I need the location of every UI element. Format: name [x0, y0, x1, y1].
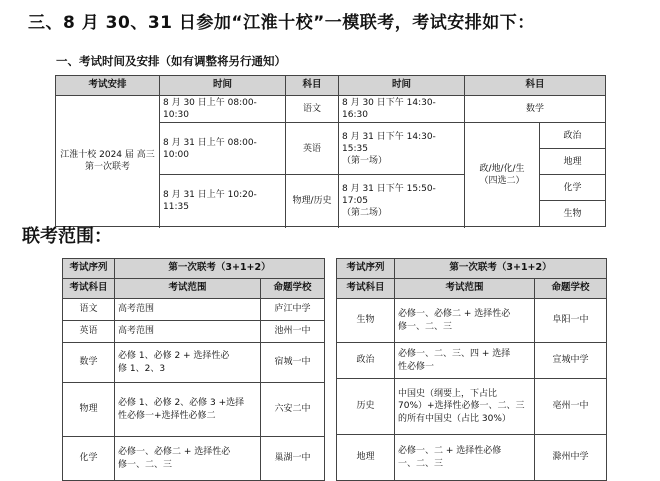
range-cell — [395, 343, 535, 379]
school-cell: 六安二中 — [261, 383, 325, 437]
subject-cell: 化学 — [63, 437, 115, 481]
elective-subject: 化学 — [540, 175, 606, 201]
header-range: 考试范围 — [115, 279, 261, 299]
header-subject-2: 科目 — [465, 76, 606, 96]
range-cell — [115, 343, 261, 383]
range-cell — [115, 383, 261, 437]
range-cell — [395, 299, 535, 343]
range-line: 必修一、二、三、四 + 选择 — [398, 349, 511, 360]
sequence-label: 考试序列 — [337, 259, 395, 279]
subject-cell: 政治 — [337, 343, 395, 379]
schedule-table — [55, 75, 606, 227]
elective-group-label: 政/地/化/生 — [479, 163, 525, 174]
time-cell: 8 月 30 日下午 14:30-16:30 — [339, 96, 465, 123]
range-line: 修 1、2、3 — [118, 363, 166, 374]
school-cell: 庐江中学 — [261, 299, 325, 321]
column-header-row — [337, 279, 607, 299]
range-cell — [115, 437, 261, 481]
elective-group-note: （四选二） — [479, 175, 525, 186]
header-subject: 考试科目 — [63, 279, 115, 299]
range-line: 必修一、必修二 + 选择性必 — [118, 447, 231, 458]
range-line: 中国史（纲要上，下占比 — [398, 389, 498, 400]
elective-group — [465, 123, 540, 227]
time-line: 8 月 31 日下午 14:30-15:35 — [342, 131, 436, 154]
header-subject: 考试科目 — [337, 279, 395, 299]
table-row — [337, 379, 607, 435]
range-line: 的所有中国史（占比 30%） — [398, 413, 511, 424]
header-time-2: 时间 — [339, 76, 465, 96]
subject-cell: 英语 — [63, 321, 115, 343]
time-cell: 8 月 31 日上午 08:00-10:00 — [160, 123, 286, 175]
range-line: 一、二、三 — [398, 458, 444, 469]
school-cell: 池州一中 — [261, 321, 325, 343]
sequence-row — [337, 259, 607, 279]
table-row — [63, 437, 325, 481]
range-line: 修一、二、三 — [398, 321, 453, 332]
header-subject-1: 科目 — [286, 76, 339, 96]
table-row — [337, 435, 607, 481]
schedule-header-row — [56, 76, 606, 96]
table-row — [337, 343, 607, 379]
school-cell: 亳州一中 — [535, 379, 607, 435]
column-header-row — [63, 279, 325, 299]
exam-name-text: 江淮十校 2024 届 高三第一次联考 — [60, 150, 155, 173]
subject-cell: 物理 — [63, 383, 115, 437]
sequence-value: 第一次联考（3+1+2） — [115, 259, 325, 279]
time-cell — [339, 175, 465, 227]
subject-cell: 数学 — [63, 343, 115, 383]
section-subheading: 一、考试时间及安排（如有调整将另行通知） — [56, 54, 286, 68]
header-school: 命题学校 — [261, 279, 325, 299]
sequence-row — [63, 259, 325, 279]
session-label: （第一场） — [342, 155, 388, 166]
time-cell — [339, 123, 465, 175]
table-row — [63, 299, 325, 321]
range-title: 联考范围： — [22, 226, 112, 247]
subject-cell: 物理/历史 — [286, 175, 339, 227]
table-row — [63, 321, 325, 343]
range-table-right — [336, 258, 607, 481]
range-cell: 高考范围 — [115, 299, 261, 321]
range-line: 修一、二、三 — [118, 459, 173, 470]
subject-cell: 语文 — [63, 299, 115, 321]
time-cell: 8 月 31 日上午 10:20-11:35 — [160, 175, 286, 227]
range-cell — [395, 379, 535, 435]
range-cell — [395, 435, 535, 481]
header-school: 命题学校 — [535, 279, 607, 299]
session-label: （第二场） — [342, 207, 388, 218]
range-table-left — [62, 258, 325, 481]
range-line: 性必修一 — [398, 361, 435, 372]
range-line: 必修 1、必修 2、必修 3 +选择 — [118, 398, 245, 409]
sequence-value: 第一次联考（3+1+2） — [395, 259, 607, 279]
table-row — [63, 383, 325, 437]
header-time-1: 时间 — [160, 76, 286, 96]
page-heading: 三、8 月 30、31 日参加“江淮十校”一模联考，考试安排如下： — [28, 13, 535, 33]
time-line: 8 月 31 日下午 15:50-17:05 — [342, 183, 436, 206]
subject-cell: 历史 — [337, 379, 395, 435]
subject-cell: 数学 — [465, 96, 606, 123]
table-row — [337, 299, 607, 343]
subject-cell: 语文 — [286, 96, 339, 123]
range-line: 70%）+选择性必修一、二、三 — [398, 401, 525, 412]
subject-cell: 英语 — [286, 123, 339, 175]
school-cell: 巢湖一中 — [261, 437, 325, 481]
exam-name — [56, 96, 160, 227]
header-arrangement: 考试安排 — [56, 76, 160, 96]
range-line: 必修一、必修二 + 选择性必 — [398, 309, 511, 320]
range-line: 必修 1、必修 2 + 选择性必 — [118, 351, 230, 362]
range-line: 性必修一+选择性必修二 — [118, 410, 216, 421]
school-cell: 滁州中学 — [535, 435, 607, 481]
header-range: 考试范围 — [395, 279, 535, 299]
school-cell: 阜阳一中 — [535, 299, 607, 343]
school-cell: 宿城一中 — [261, 343, 325, 383]
elective-subject: 生物 — [540, 201, 606, 227]
elective-subject: 地理 — [540, 149, 606, 175]
schedule-row — [56, 96, 606, 123]
subject-cell: 地理 — [337, 435, 395, 481]
subject-cell: 生物 — [337, 299, 395, 343]
elective-subject: 政治 — [540, 123, 606, 149]
school-cell: 宣城中学 — [535, 343, 607, 379]
table-row — [63, 343, 325, 383]
range-line: 必修一、二 + 选择性必修 — [398, 446, 502, 457]
range-cell: 高考范围 — [115, 321, 261, 343]
sequence-label: 考试序列 — [63, 259, 115, 279]
time-cell: 8 月 30 日上午 08:00-10:30 — [160, 96, 286, 123]
